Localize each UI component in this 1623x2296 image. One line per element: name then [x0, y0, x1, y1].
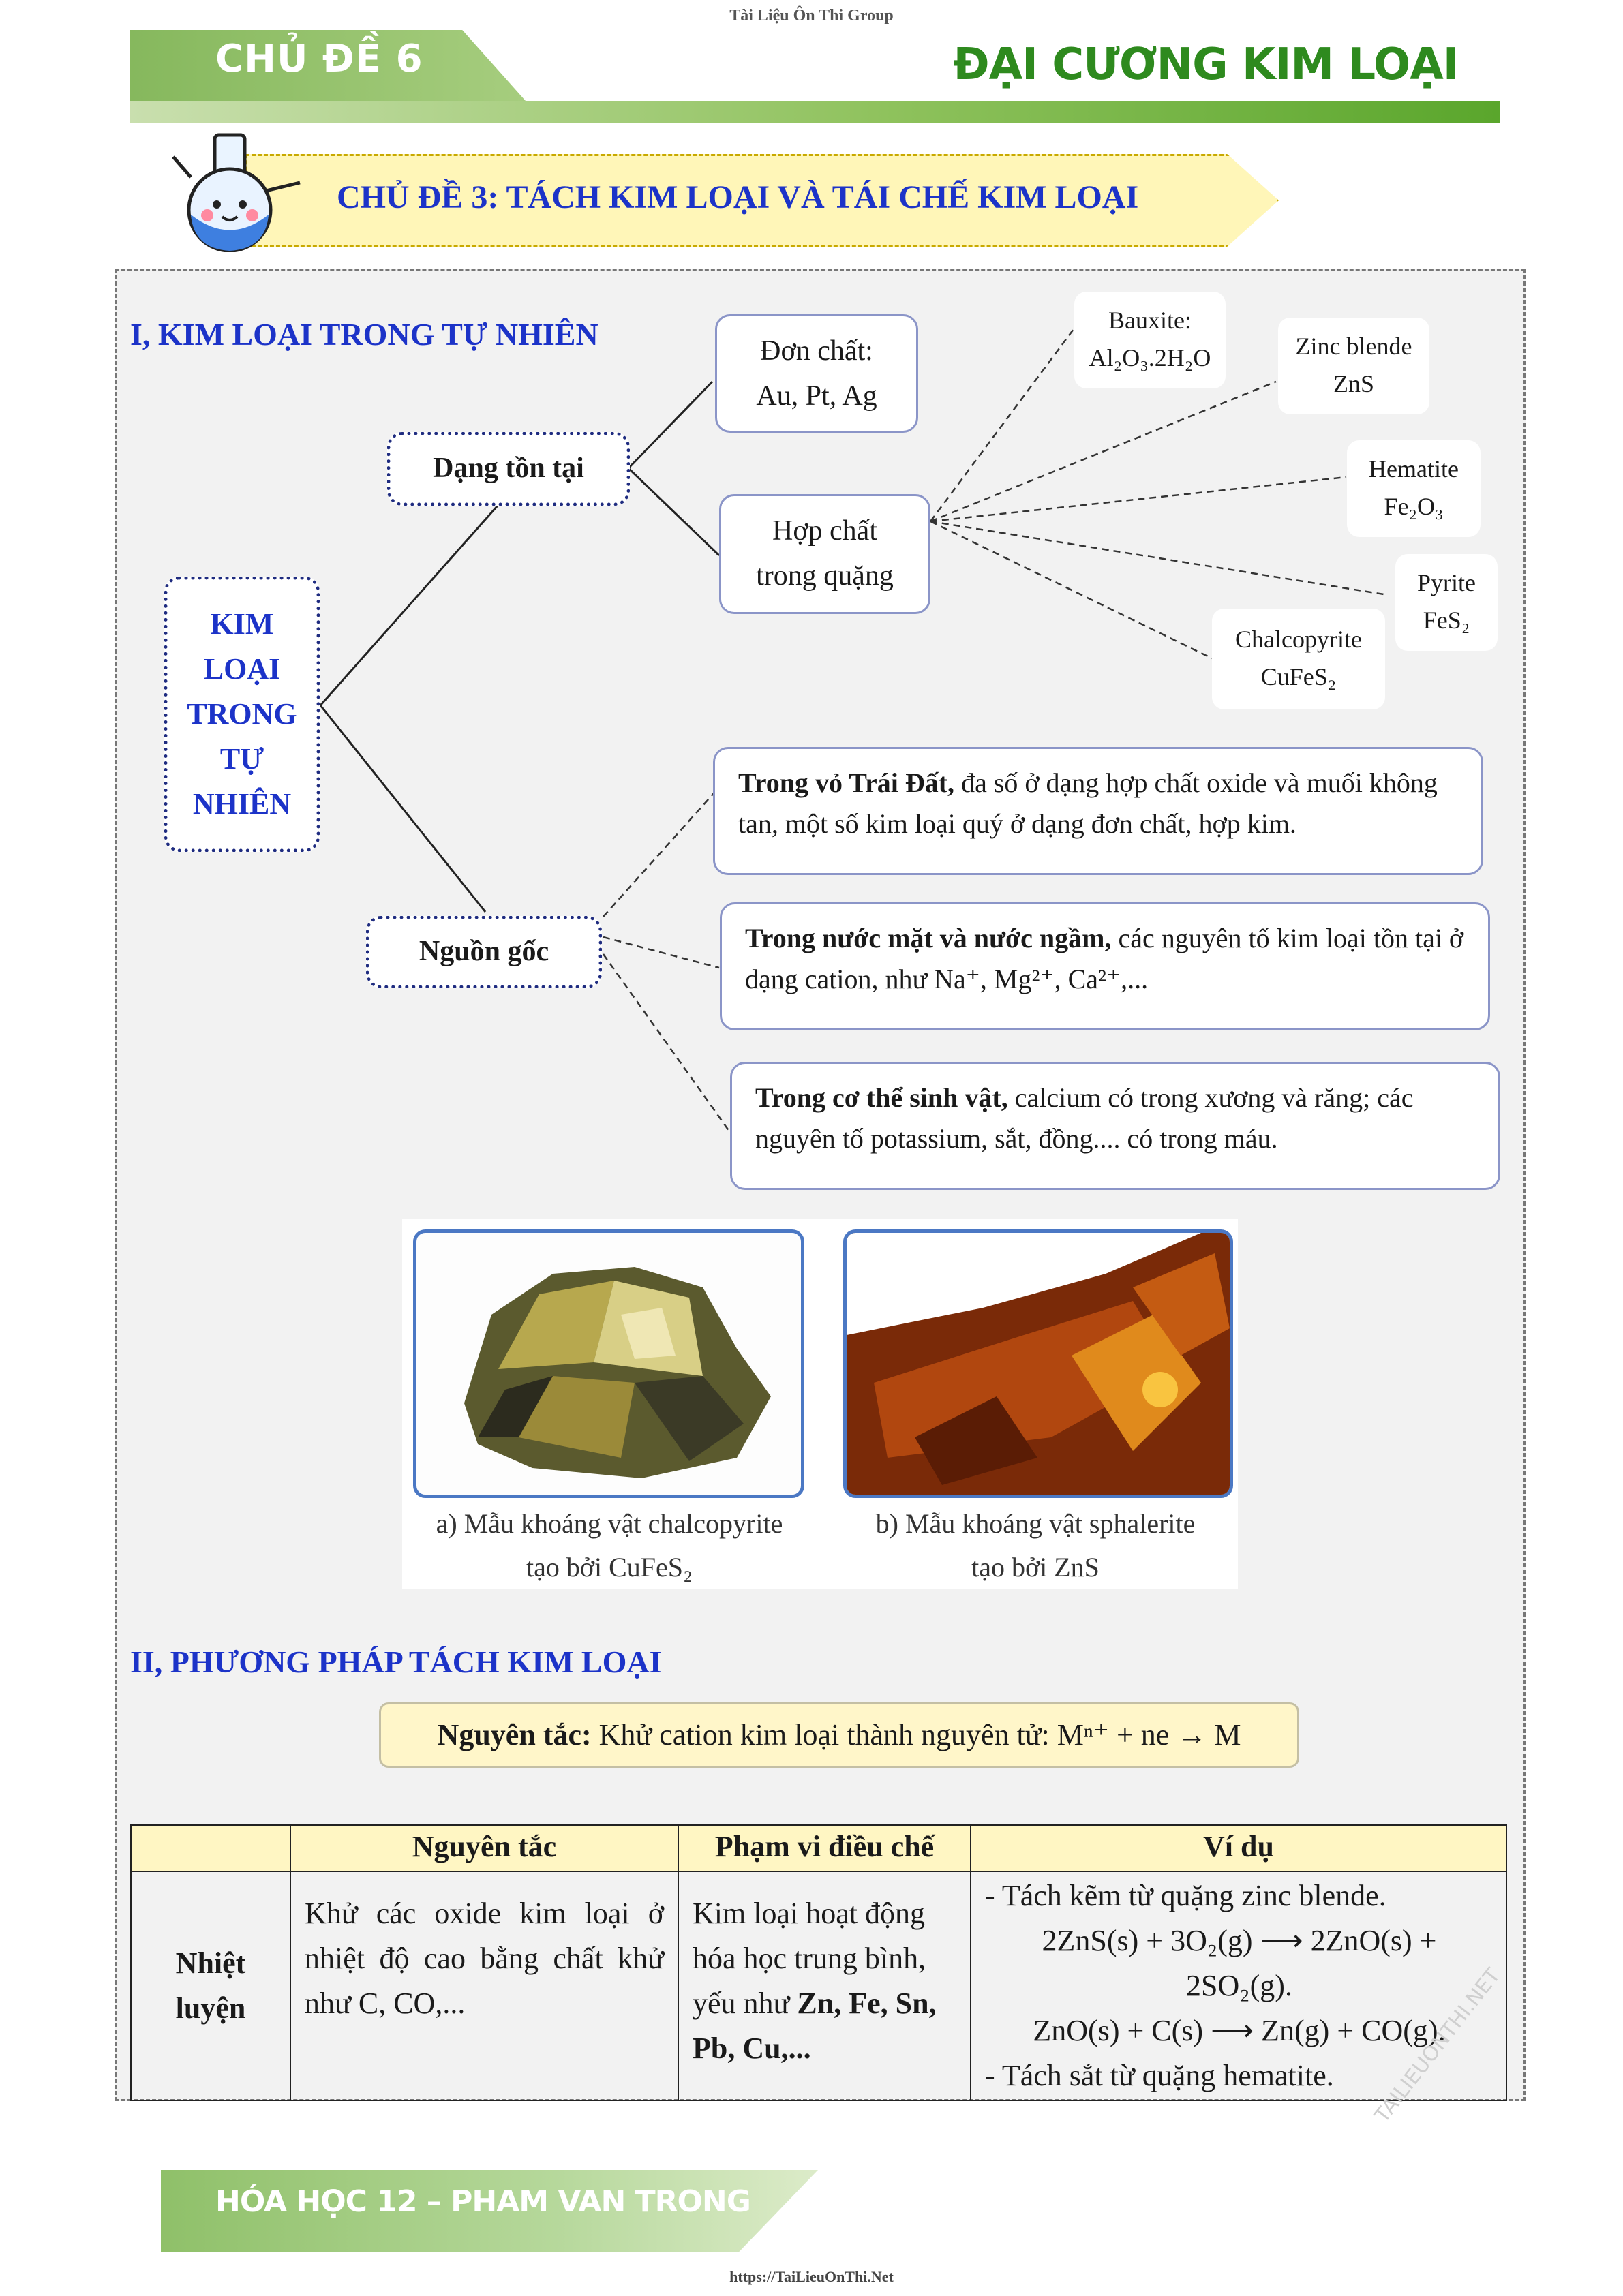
method-line-1: Nhiệt [175, 1946, 246, 1980]
ore-formula: FeS₂ [1423, 607, 1470, 634]
ore-name: Chalcopyrite [1235, 626, 1362, 653]
ore-bauxite [1074, 292, 1226, 388]
principle-label: Nguyên tắc: [437, 1718, 592, 1751]
sphalerite-photo [843, 1229, 1233, 1498]
table-header: Phạm vi điều chế [678, 1825, 971, 1871]
footer-label: HÓA HỌC 12 – PHAM VAN TRONG [215, 2184, 750, 2219]
watermark-diagonal: TAILIEUONTHI.NET [1370, 1963, 1506, 2128]
free-metal-line-2: Au, Pt, Ag [756, 380, 877, 412]
free-metal-node [715, 314, 918, 433]
ore-formula: Al₂O₃.2H₂O [1089, 344, 1211, 371]
ore-formula: ZnS [1333, 370, 1374, 397]
watermark-top: Tài Liệu Ôn Thi Group [729, 7, 894, 25]
table-row [131, 1871, 1506, 2100]
header-tab-label: CHỦ ĐỀ 6 [215, 37, 423, 81]
root-node [164, 577, 320, 852]
root-line-4: TỰ [219, 742, 264, 776]
origin-bold: Trong vỏ Trái Đất, [738, 767, 955, 798]
compound-ore-node [719, 494, 930, 614]
caption-line-2: tạo bởi CuFeS₂ [526, 1552, 693, 1582]
branch-existence-form: Dạng tồn tại [387, 432, 630, 506]
origin-earth-crust [713, 747, 1483, 875]
table-header: Ví dụ [971, 1825, 1506, 1871]
table-header: Nguyên tắc [290, 1825, 678, 1871]
origin-water [720, 902, 1490, 1030]
table-header [131, 1825, 290, 1871]
example-line: 2ZnS(s) + 3O₂(g) ⟶ 2ZnO(s) + [1042, 1924, 1437, 1957]
origin-organisms [730, 1062, 1500, 1190]
ore-name: Bauxite: [1108, 307, 1192, 334]
ore-name: Hematite [1369, 455, 1459, 483]
origin-bold: Trong nước mặt và nước ngầm, [745, 923, 1112, 953]
scope-text: Kim loại hoạt động hóa học trung bình, yếu như [693, 1897, 926, 2020]
origin-text: đa số ở dạng hợp chất oxide và muối không tan, một số kim loại quý ở dạng đơn chất, hợp kim. [738, 767, 1438, 839]
origin-text: các nguyên tố kim loại tồn tại ở dạng cation, như Na⁺, Mg²⁺, Ca²⁺,... [745, 923, 1464, 994]
scope-cell [678, 1871, 971, 2100]
ore-name: Pyrite [1417, 569, 1476, 596]
caption-line-1: b) Mẫu khoáng vật sphalerite [875, 1508, 1196, 1539]
method-line-2: luyện [175, 1991, 246, 2025]
chalcopyrite-mineral-icon [416, 1233, 801, 1495]
ore-chalcopyrite [1212, 609, 1385, 709]
principle-cell: Khử các oxide kim loại ở nhiệt độ cao bằng chất khử như C, CO,... [290, 1871, 678, 2100]
table-header-row [131, 1825, 1506, 1871]
ore-name: Zinc blende [1295, 333, 1412, 360]
caption-line-1: a) Mẫu khoáng vật chalcopyrite [436, 1508, 783, 1539]
example-line: ZnO(s) + C(s) ⟶ Zn(g) + CO(g). [1033, 2014, 1446, 2047]
caption-sphalerite [834, 1502, 1237, 1589]
free-metal-line-1: Đơn chất: [760, 335, 873, 367]
example-line: - Tách kẽm từ quặng zinc blende. [985, 1879, 1386, 1912]
section-title-2: II, PHƯƠNG PHÁP TÁCH KIM LOẠI [130, 1644, 662, 1679]
branch-origin: Nguồn gốc [366, 916, 602, 988]
root-line-3: TRONG [187, 697, 297, 731]
principle-text: Khử cation kim loại thành nguyên tử: Mⁿ⁺ + ne → M [591, 1718, 1241, 1751]
ore-pyrite [1395, 554, 1498, 651]
compound-line-1: Hợp chất [772, 515, 877, 547]
origin-text: calcium có trong xương và răng; các nguyên tố potassium, sắt, đồng.... có trong máu. [755, 1082, 1414, 1154]
example-line: 2SO₂(g). [1186, 1969, 1292, 2002]
root-line-5: NHIÊN [192, 787, 292, 821]
watermark-bottom[interactable]: https://TaiLieuOnThi.Net [729, 2268, 894, 2285]
ore-hematite [1347, 440, 1481, 537]
caption-line-2: tạo bởi ZnS [971, 1552, 1099, 1582]
compound-line-2: trong quặng [756, 560, 894, 592]
root-line-2: LOẠI [203, 652, 281, 686]
root-line-1: KIM [210, 607, 274, 641]
method-cell [131, 1871, 290, 2100]
caption-chalcopyrite [412, 1502, 807, 1589]
topic-banner-title: CHỦ ĐỀ 3: TÁCH KIM LOẠI VÀ TÁI CHẾ KIM LOẠI [337, 179, 1139, 215]
extraction-methods-table [130, 1824, 1507, 2101]
principle-box [379, 1702, 1299, 1768]
header-title: ĐẠI CƯƠNG KIM LOẠI [953, 40, 1459, 90]
sphalerite-mineral-icon [847, 1233, 1230, 1495]
chalcopyrite-photo [413, 1229, 804, 1498]
example-line: - Tách sắt từ quặng hematite. [985, 2059, 1334, 2092]
scope-bold: Zn, Fe, Sn, Pb, Cu,... [693, 1987, 937, 2065]
ore-zinc-blende [1278, 318, 1429, 414]
ore-formula: Fe₂O₃ [1384, 493, 1444, 520]
section-title-1: I, KIM LOẠI TRONG TỰ NHIÊN [130, 317, 598, 352]
ore-formula: CuFeS₂ [1260, 663, 1337, 690]
origin-bold: Trong cơ thể sinh vật, [755, 1082, 1008, 1113]
